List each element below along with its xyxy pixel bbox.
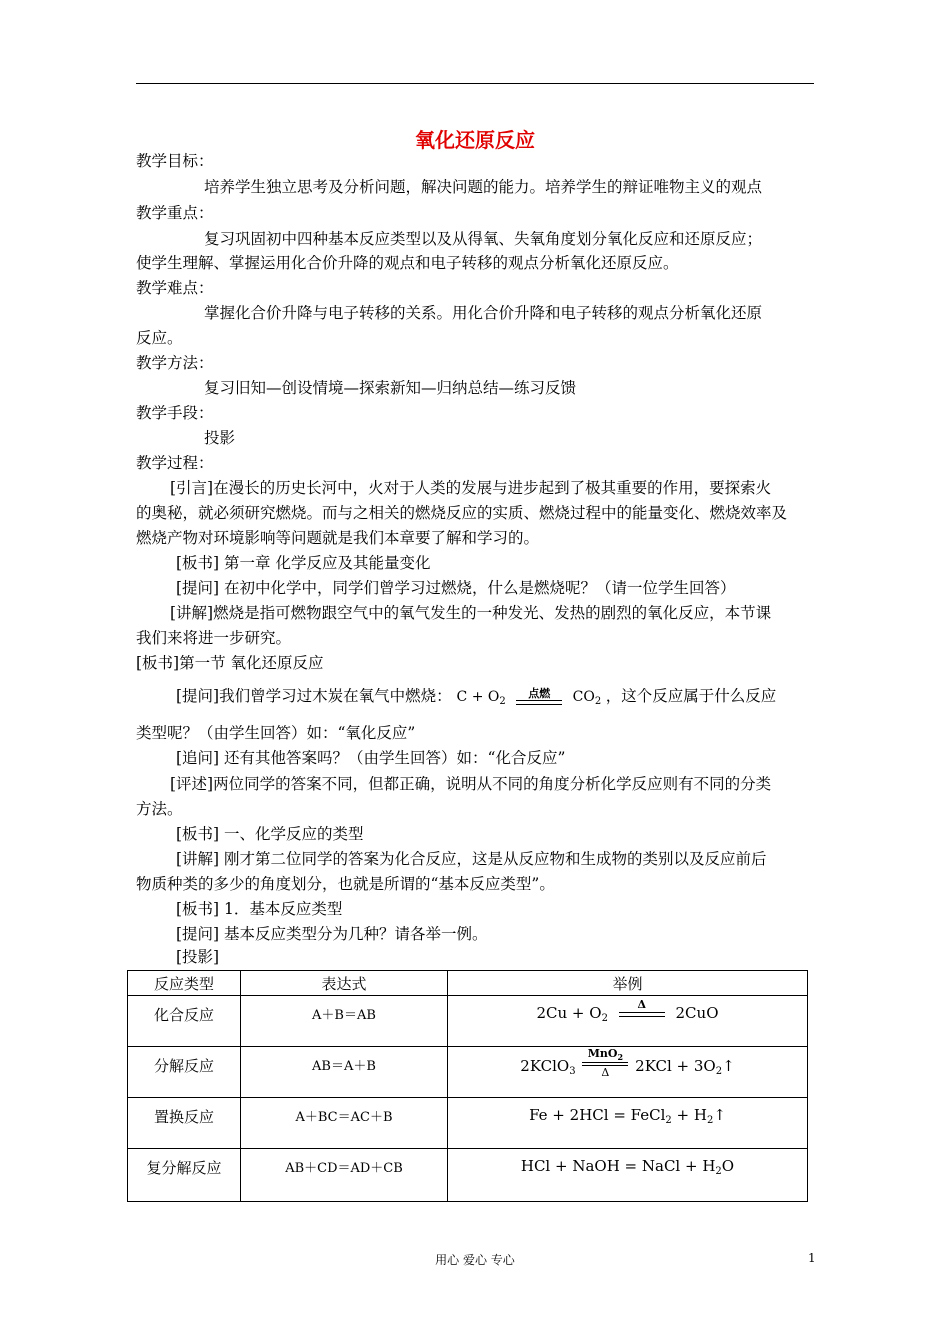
row-type: 化合反应 (153, 1006, 214, 1024)
table-row (128, 996, 808, 1047)
footer-motto: 用心 爱心 专心 (435, 1253, 515, 1267)
means-text: 投影 (204, 429, 236, 447)
header-expression: 表达式 (241, 971, 448, 996)
ask-2-post: ，这个反应属于什么反应 (605, 687, 777, 705)
row-type: 复分解反应 (146, 1159, 222, 1177)
intro-line-1: [引言]在漫长的历史长河中，火对于人类的发展与进步起到了极其重要的作用，要探索火 (170, 479, 772, 497)
board-4: [板书] 1．基本反应类型 (176, 900, 343, 918)
followup: [追问] 还有其他答案吗？（由学生回答）如：“化合反应” (176, 749, 566, 767)
key-text-2: 使学生理解、掌握运用化合价升降的观点和电子转移的观点分析氧化还原反应。 (136, 254, 679, 272)
document-title: 氧化还原反应 (415, 128, 535, 152)
comment-1: [评述]两位同学的答案不同，但都正确，说明从不同的角度分析化学反应则有不同的分类 (170, 775, 772, 793)
eq-left: C + O (456, 689, 500, 705)
method-text: 复习旧知—创设情境—探索新知—归纳总结—练习反馈 (204, 379, 577, 397)
row-example: Fe + 2HCl = FeCl$_2$ + $H_2↑$ (529, 1106, 726, 1126)
process-label: 教学过程： (136, 454, 214, 472)
row-expression: A＋B＝AB (312, 1008, 376, 1023)
row-example: HCl + NaOH = NaCl + $H_2O$ (520, 1157, 735, 1177)
key-text-1: 复习巩固初中四种基本反应类型以及从得氧、失氧角度划分氧化反应和还原反应； (204, 230, 763, 248)
goal-text: 培养学生独立思考及分析问题，解决问题的能力。培养学生的辩证唯物主义的观点 (204, 178, 763, 196)
header-rule (136, 83, 814, 84)
explain-1a: [讲解]燃烧是指可燃物跟空气中的氧气发生的一种发光、发热的剧烈的氧化反应，本节课 (170, 604, 772, 622)
intro-line-3: 燃烧产物对环境影响等问题就是我们本章要了解和学习的。 (136, 529, 540, 547)
ask-1: [提问] 在初中化学中，同学们曾学习过燃烧，什么是燃烧呢？（请一位学生回答） (176, 579, 736, 597)
header-type: 反应类型 (128, 971, 241, 996)
eq-right: CO (572, 689, 595, 705)
reaction-types-table (127, 970, 808, 1202)
projection: [投影] (176, 948, 220, 966)
explain-2a: [讲解] 刚才第二位同学的答案为化合反应，这是从反应物和生成物的类别以及反应前后 (176, 850, 767, 868)
eq-condition (516, 684, 562, 710)
ask-2-cont: 类型呢？（由学生回答）如：“氧化反应” (136, 724, 416, 742)
table-header-row (128, 971, 808, 996)
page-number: 1 (808, 1251, 816, 1265)
table-row (128, 1149, 808, 1202)
board-3: [板书] 一、化学反应的类型 (176, 825, 364, 843)
row-example: 2KClO$_3$ MnO$_2$ Δ $2KCl + 3O_2↑$ (520, 1047, 735, 1079)
row-expression: A＋BC＝AC＋B (295, 1110, 393, 1125)
table-row (128, 1047, 808, 1098)
row-type: 置换反应 (153, 1108, 214, 1126)
row-expression: AB＋CD＝AD＋CB (285, 1161, 403, 1176)
row-type: 分解反应 (153, 1057, 214, 1075)
catalyst-label: MnO$_2$ (587, 1047, 624, 1062)
key-label: 教学重点： (136, 204, 214, 222)
means-label: 教学手段： (136, 404, 214, 422)
board-1: [板书] 第一章 化学反应及其能量变化 (176, 554, 431, 572)
combustion-equation: $C + O_2$ 点燃 $CO_2$ (457, 689, 606, 705)
diff-text-1: 掌握化合价升降与电子转移的关系。用化合价升降和电子转移的观点分析氧化还原 (204, 304, 763, 322)
explain-1b: 我们来将进一步研究。 (136, 629, 292, 647)
diff-text-2: 反应。 (136, 329, 183, 347)
header-example: 举例 (448, 971, 808, 996)
ask-2-pre: [提问]我们曾学习过木炭在氧气中燃烧： (176, 687, 452, 705)
goal-label: 教学目标： (136, 152, 214, 170)
row-example: $2Cu + O_2$ Δ 2CuO (536, 998, 719, 1024)
eq-condition-label: 点燃 (528, 687, 551, 700)
explain-2b: 物质种类的多少的角度划分，也就是所谓的“基本反应类型”。 (136, 875, 555, 893)
ask-3: [提问] 基本反应类型分为几种？请各举一例。 (176, 925, 488, 943)
diff-label: 教学难点： (136, 279, 214, 297)
ask-2 (176, 684, 856, 712)
table-row (128, 1098, 808, 1149)
method-label: 教学方法： (136, 354, 214, 372)
row-expression: AB＝A＋B (312, 1059, 376, 1074)
board-2: [板书]第一节 氧化还原反应 (136, 654, 324, 672)
comment-2: 方法。 (136, 800, 183, 818)
intro-line-2: 的奥秘，就必须研究燃烧。而与之相关的燃烧反应的实质、燃烧过程中的能量变化、燃烧效率及 (136, 504, 788, 522)
